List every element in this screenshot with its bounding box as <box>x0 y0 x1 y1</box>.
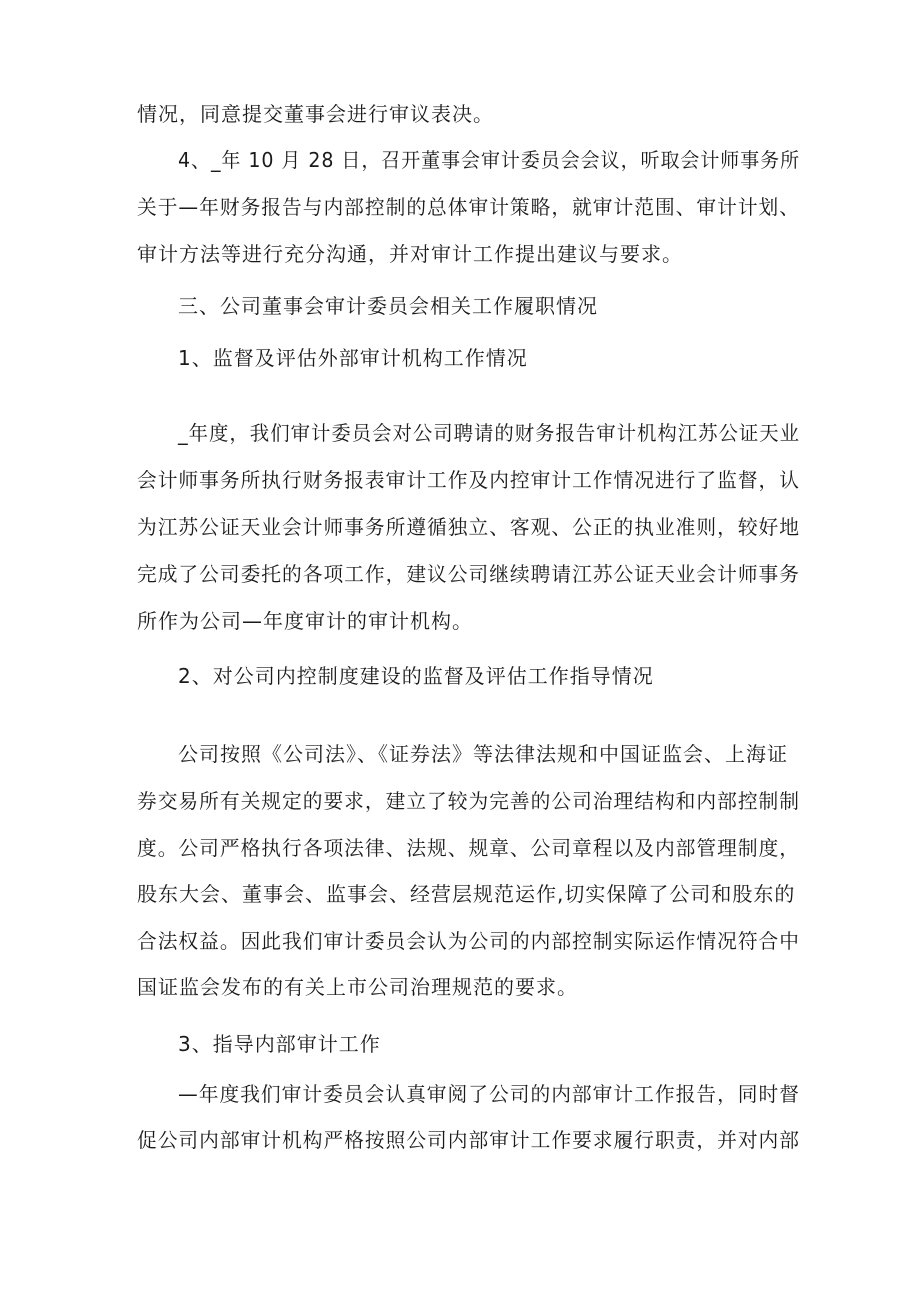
paragraph-line: 股东大会、董事会、监事会、经营层规范运作,切实保障了公司和股东的 <box>137 882 796 906</box>
paragraph-line: 关于—年财务报告与内部控制的总体审计策略，就审计范围、审计计划、 <box>137 195 800 219</box>
paragraph-line: 会计师事务所执行财务报表审计工作及内控审计工作情况进行了监督，认 <box>137 468 800 492</box>
paragraph-line: 情况，同意提交董事会进行审议表决。 <box>137 102 494 126</box>
paragraph-line: 所作为公司—年度审计的审计机构。 <box>137 609 473 633</box>
paragraph-line: 合法权益。因此我们审计委员会认为公司的内部控制实际运作情况符合中 <box>137 929 800 953</box>
paragraph-line: 国证监会发布的有关上市公司治理规范的要求。 <box>137 975 578 999</box>
paragraph-line: 完成了公司委托的各项工作，建议公司继续聘请江苏公证天业会计师事务 <box>137 562 800 586</box>
paragraph-line: 券交易所有关规定的要求，建立了较为完善的公司治理结构和内部控制制 <box>137 789 800 813</box>
paragraph-line: 公司按照《公司法》、《证券法》等法律法规和中国证监会、上海证 <box>178 742 788 766</box>
paragraph-line: 促公司内部审计机构严格按照公司内部审计工作要求履行职责，并对内部 <box>137 1128 800 1152</box>
subsection-heading: 1、监督及评估外部审计机构工作情况 <box>178 346 528 370</box>
paragraph-line: —年度我们审计委员会认真审阅了公司的内部审计工作报告，同时督 <box>178 1082 800 1106</box>
paragraph-line: 度。公司严格执行各项法律、法规、规章、公司章程以及内部管理制度， <box>137 836 800 860</box>
subsection-heading: 3、指导内部审计工作 <box>178 1032 381 1056</box>
subsection-heading: 2、对公司内控制度建设的监督及评估工作指导情况 <box>178 664 654 688</box>
paragraph-line: 审计方法等进行充分沟通，并对审计工作提出建议与要求。 <box>137 242 683 266</box>
paragraph-line: 为江苏公证天业会计师事务所遵循独立、客观、公正的执业准则，较好地 <box>137 515 800 539</box>
section-heading: 三、公司董事会审计委员会相关工作履职情况 <box>178 294 598 318</box>
paragraph-line: 4、_年 10 月 28 日，召开董事会审计委员会会议，听取会计师事务所 <box>178 148 801 172</box>
paragraph-line: _年度，我们审计委员会对公司聘请的财务报告审计机构江苏公证天业 <box>178 421 801 445</box>
